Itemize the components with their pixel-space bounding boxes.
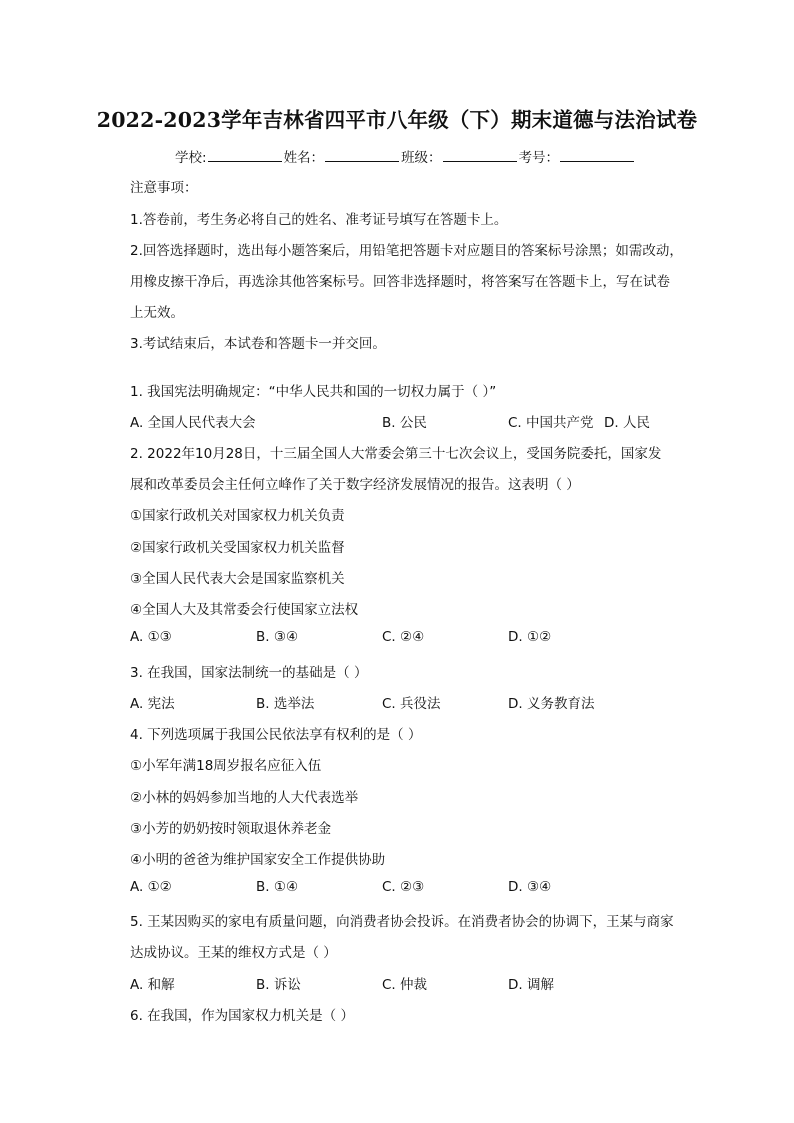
option-d: D. 调解 [508,977,554,993]
option-a: A. 宪法 [130,696,175,712]
option-a: A. ①② [130,879,172,895]
option-c: C. 中国共产党 [508,415,594,431]
question-1-options [130,411,690,431]
question-5-options [130,973,690,993]
option-b: B. ③④ [256,629,299,645]
notice-line: 3.考试结束后，本试卷和答题卡一并交回。 [130,336,386,352]
option-a: A. 和解 [130,977,175,993]
name-blank [325,147,399,162]
notice-line: 1.答卷前，考生务必将自己的姓名、准考证号填写在答题卡上。 [130,212,508,228]
option-b: B. 选举法 [256,696,315,712]
question-2-stem: 展和改革委员会主任何立峰作了关于数字经济发展情况的报告。这表明（ ） [130,477,580,493]
exam-title: 2022-2023学年吉林省四平市八年级（下）期末道德与法治试卷 [96,108,698,132]
option-d: D. ③④ [508,879,552,895]
question-4-item: ②小林的妈妈参加当地的人大代表选举 [130,790,359,806]
question-2-stem: 2. 2022年10月28日，十三届全国人大常委会第三十七次会议上，受国务院委托，国家发 [130,446,662,462]
question-3-stem: 3. 在我国，国家法制统一的基础是（ ） [130,665,368,681]
class-blank [443,147,517,162]
question-1-stem: 1. 我国宪法明确规定：“中华人民共和国的一切权力属于（ ）” [130,384,497,400]
school-label: 学校: [175,150,207,166]
school-blank [208,147,282,162]
option-b: B. 诉讼 [256,977,301,993]
notice-line: 2.回答选择题时，选出每小题答案后，用铅笔把答题卡对应题目的答案标号涂黑；如需改动， [130,243,683,259]
option-d: D. ①② [508,629,552,645]
question-4-item: ①小军年满18周岁报名应征入伍 [130,758,322,774]
notice-heading: 注意事项： [130,180,198,196]
question-2-item: ①国家行政机关对国家权力机关负责 [130,508,345,524]
exam-no-blank [560,147,634,162]
option-c: C. ②④ [382,629,425,645]
question-5-stem: 达成协议。王某的维权方式是（ ） [130,945,337,961]
option-b: B. 公民 [382,415,427,431]
question-2-options [130,629,690,649]
question-4-item: ③小芳的奶奶按时领取退休养老金 [130,821,332,837]
question-4-item: ④小明的爸爸为维护国家安全工作提供协助 [130,852,386,868]
name-label: 姓名： [283,150,325,166]
notice-line: 上无效。 [130,305,184,321]
option-d: D. 人民 [604,415,650,431]
question-5-stem: 5. 王某因购买的家电有质量问题，向消费者协会投诉。在消费者协会的协调下，王某与商家 [130,914,674,930]
question-6-stem: 6. 在我国，作为国家权力机关是（ ） [130,1008,354,1024]
option-d: D. 义务教育法 [508,696,595,712]
exam-no-label: 考号： [518,150,560,166]
option-a: A. 全国人民代表大会 [130,415,256,431]
question-4-options [130,879,690,899]
option-a: A. ①③ [130,629,172,645]
option-b: B. ①④ [256,879,299,895]
option-c: C. 兵役法 [382,696,441,712]
student-info-row [175,146,636,166]
class-label: 班级： [401,150,442,166]
question-2-item: ②国家行政机关受国家权力机关监督 [130,540,345,556]
question-4-stem: 4. 下列选项属于我国公民依法享有权利的是（ ） [130,727,422,743]
question-2-item: ④全国人大及其常委会行使国家立法权 [130,602,359,618]
question-2-item: ③全国人民代表大会是国家监察机关 [130,571,345,587]
question-3-options [130,692,690,712]
option-c: C. ②③ [382,879,425,895]
notice-line: 用橡皮擦干净后，再选涂其他答案标号。回答非选择题时，将答案写在答题卡上，写在试卷 [130,274,670,290]
option-c: C. 仲裁 [382,977,428,993]
